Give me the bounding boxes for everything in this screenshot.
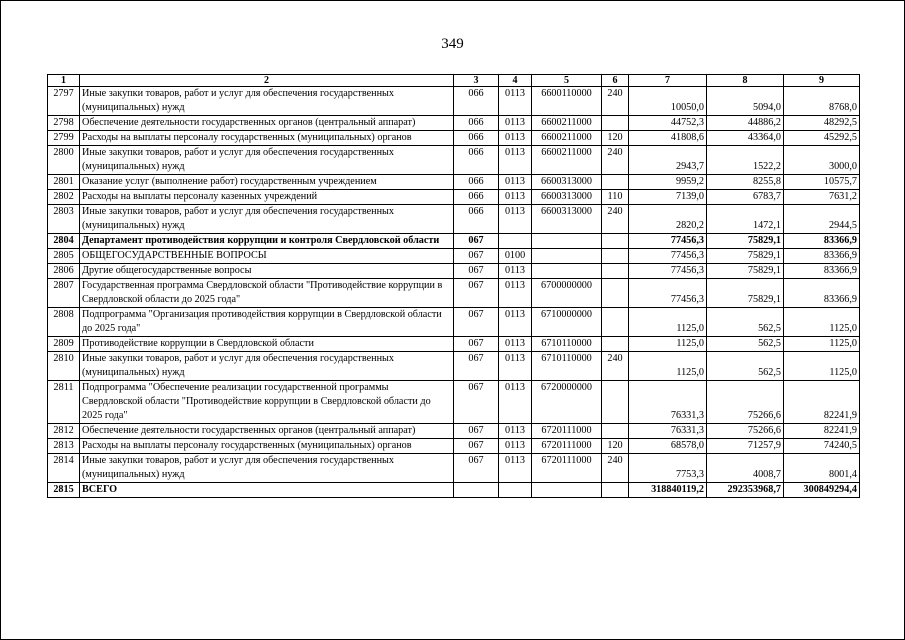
amount-col-7: 76331,3: [629, 424, 707, 439]
row-name: Расходы на выплаты персоналу государственных (муниципальных) органов: [80, 131, 454, 146]
row-name: Противодействие коррупции в Свердловской области: [80, 337, 454, 352]
row-name: Подпрограмма "Организация противодействия коррупции в Свердловской области до 2025 года": [80, 308, 454, 337]
amount-col-7: 77456,3: [629, 279, 707, 308]
section-code: 0113: [499, 146, 532, 175]
expense-type-code: 240: [602, 146, 629, 175]
expense-type-code: 240: [602, 454, 629, 483]
section-code: 0113: [499, 381, 532, 424]
expense-type-code: [602, 424, 629, 439]
department-code: 067: [454, 249, 499, 264]
department-code: 067: [454, 424, 499, 439]
table-row: [48, 454, 860, 483]
amount-col-7: 68578,0: [629, 439, 707, 454]
budget-table: [47, 74, 860, 498]
target-article-code: 6710110000: [532, 337, 602, 352]
row-number: 2810: [48, 352, 80, 381]
target-article-code: 6720000000: [532, 381, 602, 424]
department-code: 067: [454, 352, 499, 381]
amount-col-8: 43364,0: [707, 131, 784, 146]
expense-type-code: 120: [602, 131, 629, 146]
department-code: 067: [454, 279, 499, 308]
table-row: [48, 131, 860, 146]
row-number: 2797: [48, 87, 80, 116]
amount-col-8: 71257,9: [707, 439, 784, 454]
amount-col-8: 4008,7: [707, 454, 784, 483]
department-code: 066: [454, 190, 499, 205]
target-article-code: 6600313000: [532, 190, 602, 205]
amount-col-7: 77456,3: [629, 234, 707, 249]
section-code: 0113: [499, 264, 532, 279]
amount-col-9: 45292,5: [784, 131, 860, 146]
amount-col-9: 2944,5: [784, 205, 860, 234]
row-number: 2802: [48, 190, 80, 205]
column-header-8: 8: [707, 75, 784, 87]
section-code: 0113: [499, 439, 532, 454]
amount-col-8: 75829,1: [707, 234, 784, 249]
table-row: [48, 146, 860, 175]
amount-col-8: 562,5: [707, 337, 784, 352]
column-header-3: 3: [454, 75, 499, 87]
amount-col-8: 75266,6: [707, 381, 784, 424]
row-name: Иные закупки товаров, работ и услуг для обеспечения государственных (муниципальных) нужд: [80, 87, 454, 116]
row-number: 2800: [48, 146, 80, 175]
row-name: Департамент противодействия коррупции и контроля Свердловской области: [80, 234, 454, 249]
expense-type-code: [602, 116, 629, 131]
amount-col-8: 6783,7: [707, 190, 784, 205]
table-row: [48, 175, 860, 190]
row-number: 2806: [48, 264, 80, 279]
amount-col-7: 2943,7: [629, 146, 707, 175]
amount-col-9: 7631,2: [784, 190, 860, 205]
expense-type-code: [602, 175, 629, 190]
amount-col-7: 2820,2: [629, 205, 707, 234]
amount-col-8: 75829,1: [707, 264, 784, 279]
amount-col-7: 41808,6: [629, 131, 707, 146]
amount-col-7: 1125,0: [629, 352, 707, 381]
table-row: [48, 116, 860, 131]
expense-type-code: [602, 381, 629, 424]
row-number: 2813: [48, 439, 80, 454]
target-article-code: 6600211000: [532, 146, 602, 175]
section-code: 0113: [499, 116, 532, 131]
target-article-code: 6600211000: [532, 116, 602, 131]
expense-type-code: [602, 249, 629, 264]
expense-type-code: [602, 483, 629, 498]
target-article-code: 6720111000: [532, 424, 602, 439]
department-code: 067: [454, 264, 499, 279]
row-number: 2804: [48, 234, 80, 249]
expense-type-code: [602, 234, 629, 249]
amount-col-7: 7753,3: [629, 454, 707, 483]
amount-col-9: 83366,9: [784, 234, 860, 249]
column-header-6: 6: [602, 75, 629, 87]
row-name: Подпрограмма "Обеспечение реализации государственной программы Свердловской области "Противодействие коррупции в Свердловской области до 2025 года": [80, 381, 454, 424]
section-code: 0113: [499, 454, 532, 483]
page-number: 349: [441, 36, 464, 52]
header-row: [48, 75, 860, 87]
column-header-7: 7: [629, 75, 707, 87]
amount-col-8: 1522,2: [707, 146, 784, 175]
expense-type-code: [602, 337, 629, 352]
row-number: 2811: [48, 381, 80, 424]
amount-col-9: 82241,9: [784, 424, 860, 439]
target-article-code: [532, 249, 602, 264]
department-code: 067: [454, 234, 499, 249]
amount-col-9: 48292,5: [784, 116, 860, 131]
row-number: 2814: [48, 454, 80, 483]
table-row: [48, 234, 860, 249]
amount-col-8: 1472,1: [707, 205, 784, 234]
expense-type-code: 240: [602, 205, 629, 234]
department-code: 067: [454, 454, 499, 483]
table-row: [48, 190, 860, 205]
section-code: 0113: [499, 190, 532, 205]
row-name: Расходы на выплаты персоналу государственных (муниципальных) органов: [80, 439, 454, 454]
row-name: Оказание услуг (выполнение работ) государственным учреждением: [80, 175, 454, 190]
amount-col-8: 5094,0: [707, 87, 784, 116]
expense-type-code: 240: [602, 87, 629, 116]
column-header-5: 5: [532, 75, 602, 87]
amount-col-8: 8255,8: [707, 175, 784, 190]
expense-type-code: [602, 264, 629, 279]
section-code: 0100: [499, 249, 532, 264]
target-article-code: 6720111000: [532, 439, 602, 454]
section-code: 0113: [499, 337, 532, 352]
section-code: [499, 234, 532, 249]
amount-col-8: 292353968,7: [707, 483, 784, 498]
expense-type-code: [602, 279, 629, 308]
amount-col-7: 77456,3: [629, 264, 707, 279]
table-row: [48, 264, 860, 279]
amount-col-9: 8768,0: [784, 87, 860, 116]
table-row: [48, 279, 860, 308]
department-code: 066: [454, 131, 499, 146]
table-body: [48, 87, 860, 498]
table-row: [48, 439, 860, 454]
target-article-code: [532, 234, 602, 249]
target-article-code: [532, 483, 602, 498]
amount-col-9: 83366,9: [784, 249, 860, 264]
section-code: 0113: [499, 131, 532, 146]
row-name: Иные закупки товаров, работ и услуг для обеспечения государственных (муниципальных) нужд: [80, 205, 454, 234]
table-row: [48, 308, 860, 337]
row-name: Обеспечение деятельности государственных органов (центральный аппарат): [80, 116, 454, 131]
column-header-9: 9: [784, 75, 860, 87]
table-row: [48, 381, 860, 424]
department-code: [454, 483, 499, 498]
target-article-code: [532, 264, 602, 279]
department-code: 067: [454, 337, 499, 352]
table-row: [48, 87, 860, 116]
amount-col-7: 1125,0: [629, 308, 707, 337]
target-article-code: 6600313000: [532, 205, 602, 234]
table-row: [48, 337, 860, 352]
row-number: 2807: [48, 279, 80, 308]
amount-col-7: 7139,0: [629, 190, 707, 205]
table-row: [48, 205, 860, 234]
department-code: 067: [454, 381, 499, 424]
row-number: 2808: [48, 308, 80, 337]
amount-col-9: 74240,5: [784, 439, 860, 454]
department-code: 066: [454, 87, 499, 116]
amount-col-9: 8001,4: [784, 454, 860, 483]
amount-col-8: 75829,1: [707, 249, 784, 264]
section-code: 0113: [499, 87, 532, 116]
expense-type-code: 120: [602, 439, 629, 454]
amount-col-7: 76331,3: [629, 381, 707, 424]
row-name: Другие общегосударственные вопросы: [80, 264, 454, 279]
table-row: [48, 424, 860, 439]
section-code: 0113: [499, 424, 532, 439]
row-number: 2798: [48, 116, 80, 131]
row-name: Государственная программа Свердловской области "Противодействие коррупции в Свердловской области до 2025 года": [80, 279, 454, 308]
target-article-code: 6720111000: [532, 454, 602, 483]
amount-col-9: 10575,7: [784, 175, 860, 190]
table-row: [48, 249, 860, 264]
amount-col-9: 83366,9: [784, 279, 860, 308]
row-number: 2801: [48, 175, 80, 190]
row-number: 2815: [48, 483, 80, 498]
amount-col-7: 77456,3: [629, 249, 707, 264]
section-code: 0113: [499, 279, 532, 308]
table-row: [48, 483, 860, 498]
section-code: 0113: [499, 205, 532, 234]
amount-col-9: 300849294,4: [784, 483, 860, 498]
department-code: 066: [454, 146, 499, 175]
department-code: 067: [454, 439, 499, 454]
amount-col-9: 82241,9: [784, 381, 860, 424]
column-header-2: 2: [80, 75, 454, 87]
target-article-code: 6700000000: [532, 279, 602, 308]
amount-col-8: 75266,6: [707, 424, 784, 439]
section-code: [499, 483, 532, 498]
target-article-code: 6600211000: [532, 131, 602, 146]
section-code: 0113: [499, 308, 532, 337]
row-name: Иные закупки товаров, работ и услуг для обеспечения государственных (муниципальных) нужд: [80, 352, 454, 381]
section-code: 0113: [499, 352, 532, 381]
amount-col-7: 9959,2: [629, 175, 707, 190]
expense-type-code: [602, 308, 629, 337]
amount-col-9: 83366,9: [784, 264, 860, 279]
column-header-1: 1: [48, 75, 80, 87]
row-name: ВСЕГО: [80, 483, 454, 498]
row-name: Иные закупки товаров, работ и услуг для обеспечения государственных (муниципальных) нужд: [80, 454, 454, 483]
amount-col-9: 1125,0: [784, 308, 860, 337]
row-number: 2809: [48, 337, 80, 352]
amount-col-8: 562,5: [707, 308, 784, 337]
row-number: 2812: [48, 424, 80, 439]
target-article-code: 6710000000: [532, 308, 602, 337]
row-number: 2799: [48, 131, 80, 146]
row-name: Иные закупки товаров, работ и услуг для обеспечения государственных (муниципальных) нужд: [80, 146, 454, 175]
amount-col-9: 3000,0: [784, 146, 860, 175]
row-name: Обеспечение деятельности государственных органов (центральный аппарат): [80, 424, 454, 439]
department-code: 066: [454, 205, 499, 234]
amount-col-8: 562,5: [707, 352, 784, 381]
amount-col-7: 1125,0: [629, 337, 707, 352]
expense-type-code: 240: [602, 352, 629, 381]
target-article-code: 6600110000: [532, 87, 602, 116]
column-header-4: 4: [499, 75, 532, 87]
amount-col-8: 75829,1: [707, 279, 784, 308]
target-article-code: 6600313000: [532, 175, 602, 190]
department-code: 066: [454, 175, 499, 190]
amount-col-9: 1125,0: [784, 337, 860, 352]
target-article-code: 6710110000: [532, 352, 602, 381]
section-code: 0113: [499, 175, 532, 190]
row-number: 2803: [48, 205, 80, 234]
row-name: Расходы на выплаты персоналу казенных учреждений: [80, 190, 454, 205]
expense-type-code: 110: [602, 190, 629, 205]
row-name: ОБЩЕГОСУДАРСТВЕННЫЕ ВОПРОСЫ: [80, 249, 454, 264]
amount-col-7: 318840119,2: [629, 483, 707, 498]
amount-col-9: 1125,0: [784, 352, 860, 381]
row-number: 2805: [48, 249, 80, 264]
amount-col-7: 10050,0: [629, 87, 707, 116]
amount-col-7: 44752,3: [629, 116, 707, 131]
table-row: [48, 352, 860, 381]
amount-col-8: 44886,2: [707, 116, 784, 131]
department-code: 067: [454, 308, 499, 337]
department-code: 066: [454, 116, 499, 131]
